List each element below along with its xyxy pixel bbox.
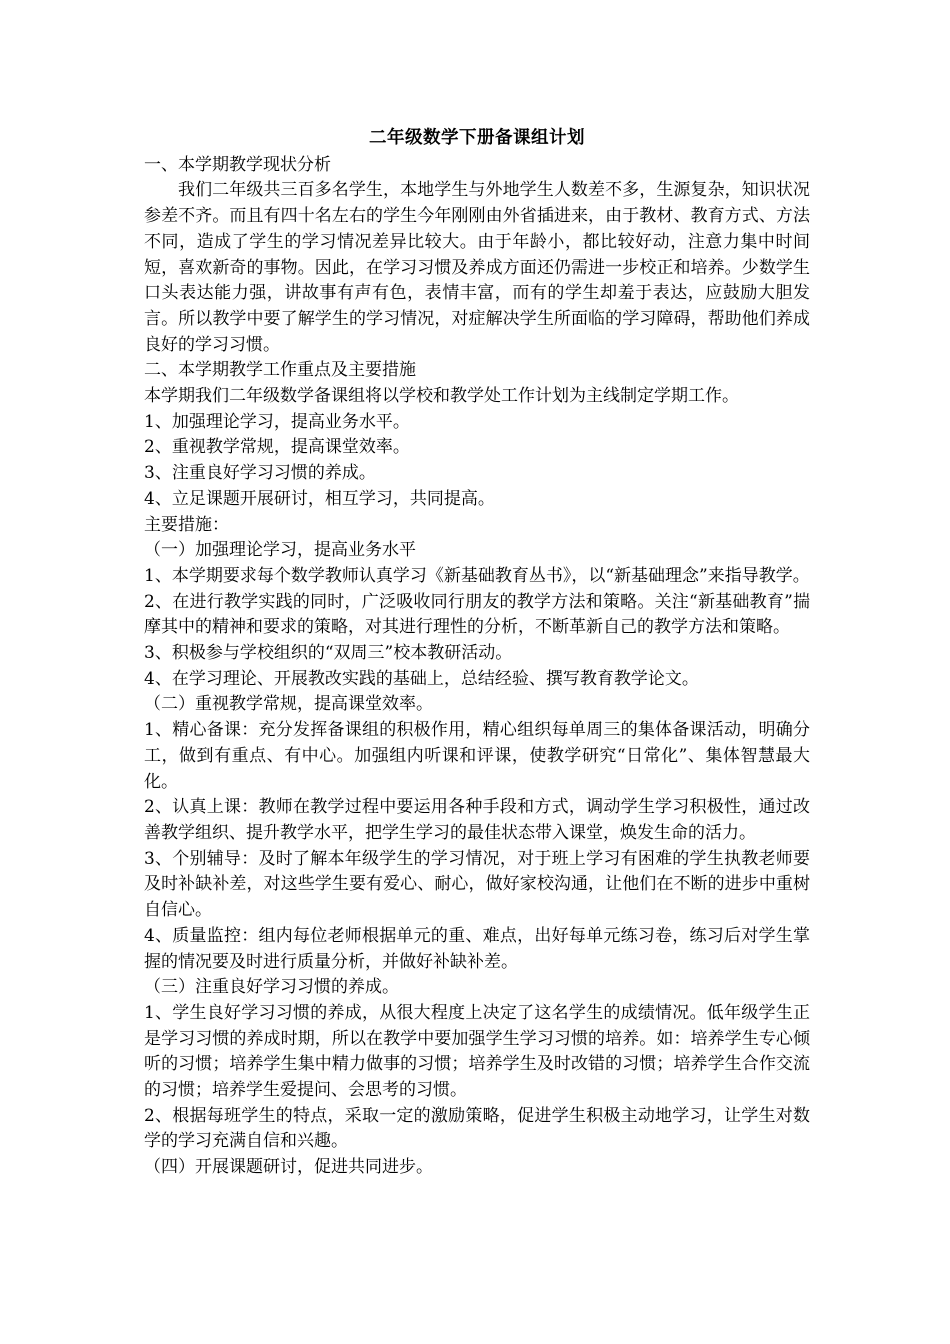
paragraph: （三）注重良好学习习惯的养成。 [144,977,399,998]
paragraph: 一、本学期教学现状分析 [144,154,331,175]
paragraph: 1、加强理论学习，提高业务水平。 [144,411,410,432]
paragraph: 二、本学期教学工作重点及主要措施 [144,360,416,381]
paragraph: 2、在进行教学实践的同时，广泛吸收同行朋友的教学方法和策略。关注“新基础教育”揣摩其中的精神和要求的策略，对其进行理性的分析，不断革新自己的教学方法和策略。 [144,591,810,638]
paragraph: 2、认真上课：教师在教学过程中要运用各种手段和方式，调动学生学习积极性，通过改善教学组织、提升教学水平，把学生学习的最佳状态带入课堂，焕发生命的活力。 [144,797,810,843]
document-title: 二年级数学下册备课组计划 [369,128,585,148]
paragraph: 4、在学习理论、开展教改实践的基础上，总结经验、撰写教育教学论文。 [144,668,699,689]
paragraph: 主要措施： [144,514,229,535]
document-body [144,153,810,1181]
paragraph: 本学期我们二年级数学备课组将以学校和教学处工作计划为主线制定学期工作。 [144,386,739,407]
paragraph: 3、个别辅导：及时了解本年级学生的学习情况，对于班上学习有困难的学生执教老师要及时补缺补差，对这些学生要有爱心、耐心，做好家校沟通，让他们在不断的进步中重树自信心。 [144,848,810,921]
paragraph: 1、精心备课：充分发挥备课组的积极作用，精心组织每单周三的集体备课活动，明确分工，做到有重点、有中心。加强组内听课和评课，使教学研究“日常化”、集体智慧最大化。 [144,720,810,792]
paragraph: 1、学生良好学习习惯的养成，从很大程度上决定了这名学生的成绩情况。低年级学生正是学习习惯的养成时期，所以在教学中要加强学生学习习惯的培养。如：培养学生专心倾听的习惯；培养学生集中精力做事的习惯；培养学生及时改错的习惯；培养学生合作交流的习惯；培养学生爱提问、会思考的习惯。 [144,1002,810,1101]
paragraph: （二）重视教学常规，提高课堂效率。 [144,694,433,715]
paragraph: 3、注重良好学习习惯的养成。 [144,463,376,484]
paragraph: （四）开展课题研讨，促进共同进步。 [144,1157,433,1178]
paragraph: 1、本学期要求每个数学教师认真学习《新基础教育丛书》，以“新基础理念”来指导教学。 [144,565,810,586]
paragraph: 4、质量监控：组内每位老师根据单元的重、难点，出好每单元练习卷，练习后对学生掌握的情况要及时进行质量分析，并做好补缺补差。 [144,925,810,972]
paragraph: （一）加强理论学习，提高业务水平 [144,540,416,561]
paragraph: 4、立足课题开展研讨，相互学习，共同提高。 [144,488,495,509]
paragraph: 3、积极参与学校组织的“双周三”校本教研活动。 [144,643,513,664]
paragraph: 2、重视教学常规，提高课堂效率。 [144,437,410,458]
paragraph: 2、根据每班学生的特点，采取一定的激励策略，促进学生积极主动地学习，让学生对数学的学习充满自信和兴趣。 [144,1105,810,1152]
document-page [144,126,810,1181]
paragraph: 我们二年级共三百多名学生，本地学生与外地学生人数差不多，生源复杂，知识状况参差不齐。而且有四十名左右的学生今年刚刚由外省插进来，由于教材、教育方式、方法不同，造成了学生的学习情况差异比较大。由于年龄小，都比较好动，注意力集中时间短，喜欢新奇的事物。因此，在学习习惯及养成方面还仍需进一步校正和培养。少数学生口头表达能力强，讲故事有声有色，表情丰富，而有的学生却羞于表达，应鼓励大胆发言。所以教学中要了解学生的学习情况，对症解决学生所面临的学习障碍，帮助他们养成良好的学习习惯。 [144,180,810,355]
